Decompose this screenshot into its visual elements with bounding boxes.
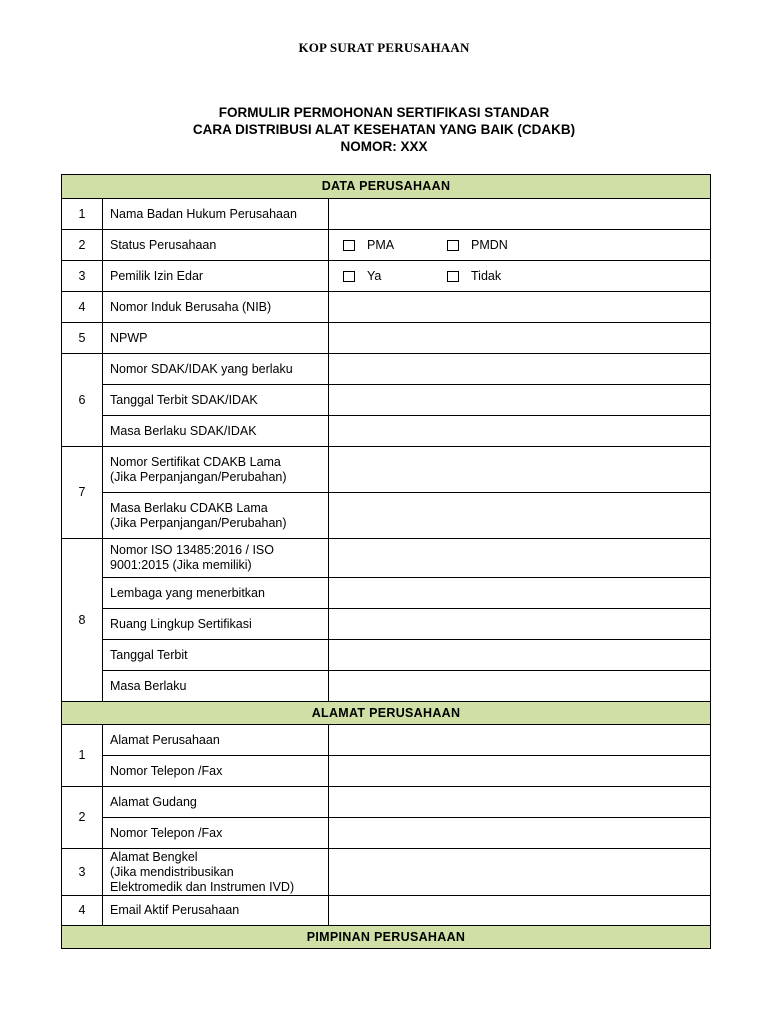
table-row	[62, 199, 711, 230]
nib-field[interactable]	[329, 292, 711, 323]
row-number: 2	[62, 787, 103, 849]
label-line: Nomor ISO 13485:2016 / ISO	[110, 543, 274, 557]
field-label: Pemilik Izin Edar	[103, 261, 329, 292]
section-header-pimpinan-perusahaan	[62, 926, 711, 949]
row-number: 6	[62, 354, 103, 447]
field-label: NPWP	[103, 323, 329, 354]
masa-berlaku-cdakb-lama-field[interactable]	[329, 493, 711, 539]
table-row	[62, 578, 711, 609]
field-label	[103, 539, 329, 578]
nomor-iso-field[interactable]	[329, 539, 711, 578]
section-title: DATA PERUSAHAAN	[62, 175, 711, 199]
label-line: Alamat Bengkel	[110, 849, 198, 864]
row-number: 4	[62, 896, 103, 926]
label-line: Masa Berlaku CDAKB Lama	[110, 501, 268, 515]
masa-berlaku-sdak-field[interactable]	[329, 416, 711, 447]
title-line-1: FORMULIR PERMOHONAN SERTIFIKASI STANDAR	[218, 105, 550, 120]
letterhead: KOP SURAT PERUSAHAAN	[298, 40, 470, 55]
table-row	[62, 447, 711, 493]
table-row	[62, 756, 711, 787]
table-row	[62, 725, 711, 756]
table-row	[62, 896, 711, 926]
row-number: 1	[62, 199, 103, 230]
ruang-lingkup-field[interactable]	[329, 609, 711, 640]
pma-checkbox[interactable]	[343, 240, 355, 251]
field-label	[103, 849, 329, 896]
table-row	[62, 354, 711, 385]
table-row	[62, 609, 711, 640]
label-line: (Jika Perpanjangan/Perubahan)	[110, 516, 287, 530]
table-row	[62, 493, 711, 539]
table-row	[62, 292, 711, 323]
nomor-sertifikat-cdakb-lama-field[interactable]	[329, 447, 711, 493]
field-label: Alamat Gudang	[103, 787, 329, 818]
field-label: Nomor Telepon /Fax	[103, 818, 329, 849]
label-line: Elektromedik dan Instrumen IVD)	[110, 879, 295, 894]
pmdn-checkbox[interactable]	[447, 240, 459, 251]
masa-berlaku-iso-field[interactable]	[329, 671, 711, 702]
telepon-gudang-field[interactable]	[329, 818, 711, 849]
row-number: 2	[62, 230, 103, 261]
option-label: PMA	[367, 237, 395, 252]
table-row	[62, 261, 711, 292]
table-row	[62, 539, 711, 578]
field-label: Nomor SDAK/IDAK yang berlaku	[103, 354, 329, 385]
field-label: Lembaga yang menerbitkan	[103, 578, 329, 609]
row-number: 3	[62, 849, 103, 896]
table-row	[62, 787, 711, 818]
field-label: Masa Berlaku SDAK/IDAK	[103, 416, 329, 447]
field-label	[103, 493, 329, 539]
table-row	[62, 230, 711, 261]
field-label: Status Perusahaan	[103, 230, 329, 261]
section-title: PIMPINAN PERUSAHAAN	[62, 926, 711, 949]
row-number: 3	[62, 261, 103, 292]
field-label: Email Aktif Perusahaan	[103, 896, 329, 926]
row-number: 1	[62, 725, 103, 787]
option-label: PMDN	[471, 237, 508, 252]
title-line-3: NOMOR: XXX	[340, 139, 428, 154]
field-label: Nomor Telepon /Fax	[103, 756, 329, 787]
field-label: Masa Berlaku	[103, 671, 329, 702]
status-perusahaan-options	[329, 230, 711, 261]
row-number: 8	[62, 539, 103, 702]
field-label	[103, 447, 329, 493]
row-number: 7	[62, 447, 103, 539]
field-label: Nama Badan Hukum Perusahaan	[103, 199, 329, 230]
nomor-sdak-field[interactable]	[329, 354, 711, 385]
label-line: 9001:2015 (Jika memiliki)	[110, 558, 252, 572]
label-line: (Jika mendistribusikan	[110, 864, 234, 879]
field-label: Alamat Perusahaan	[103, 725, 329, 756]
pemilik-izin-edar-options	[329, 261, 711, 292]
alamat-gudang-field[interactable]	[329, 787, 711, 818]
lembaga-penerbit-field[interactable]	[329, 578, 711, 609]
section-header-alamat-perusahaan	[62, 702, 711, 725]
section-title: ALAMAT PERUSAHAAN	[62, 702, 711, 725]
application-form-table	[61, 174, 711, 949]
field-label: Tanggal Terbit SDAK/IDAK	[103, 385, 329, 416]
field-label: Ruang Lingkup Sertifikasi	[103, 609, 329, 640]
tidak-checkbox[interactable]	[447, 271, 459, 282]
option-label: Ya	[367, 268, 382, 283]
row-number: 5	[62, 323, 103, 354]
section-header-data-perusahaan	[62, 175, 711, 199]
table-row	[62, 323, 711, 354]
table-row	[62, 671, 711, 702]
form-title	[0, 104, 768, 155]
nama-badan-hukum-field[interactable]	[329, 199, 711, 230]
tanggal-terbit-sdak-field[interactable]	[329, 385, 711, 416]
alamat-perusahaan-field[interactable]	[329, 725, 711, 756]
field-label: Tanggal Terbit	[103, 640, 329, 671]
label-line: Nomor Sertifikat CDAKB Lama	[110, 455, 281, 469]
table-row	[62, 849, 711, 896]
row-number: 4	[62, 292, 103, 323]
table-row	[62, 385, 711, 416]
telepon-perusahaan-field[interactable]	[329, 756, 711, 787]
ya-checkbox[interactable]	[343, 271, 355, 282]
npwp-field[interactable]	[329, 323, 711, 354]
email-perusahaan-field[interactable]	[329, 896, 711, 926]
tanggal-terbit-iso-field[interactable]	[329, 640, 711, 671]
title-line-2: CARA DISTRIBUSI ALAT KESEHATAN YANG BAIK (CDAKB)	[192, 122, 576, 137]
table-row	[62, 416, 711, 447]
option-label: Tidak	[471, 268, 502, 283]
alamat-bengkel-field[interactable]	[329, 849, 711, 896]
field-label: Nomor Induk Berusaha (NIB)	[103, 292, 329, 323]
table-row	[62, 818, 711, 849]
label-line: (Jika Perpanjangan/Perubahan)	[110, 470, 287, 484]
table-row	[62, 640, 711, 671]
